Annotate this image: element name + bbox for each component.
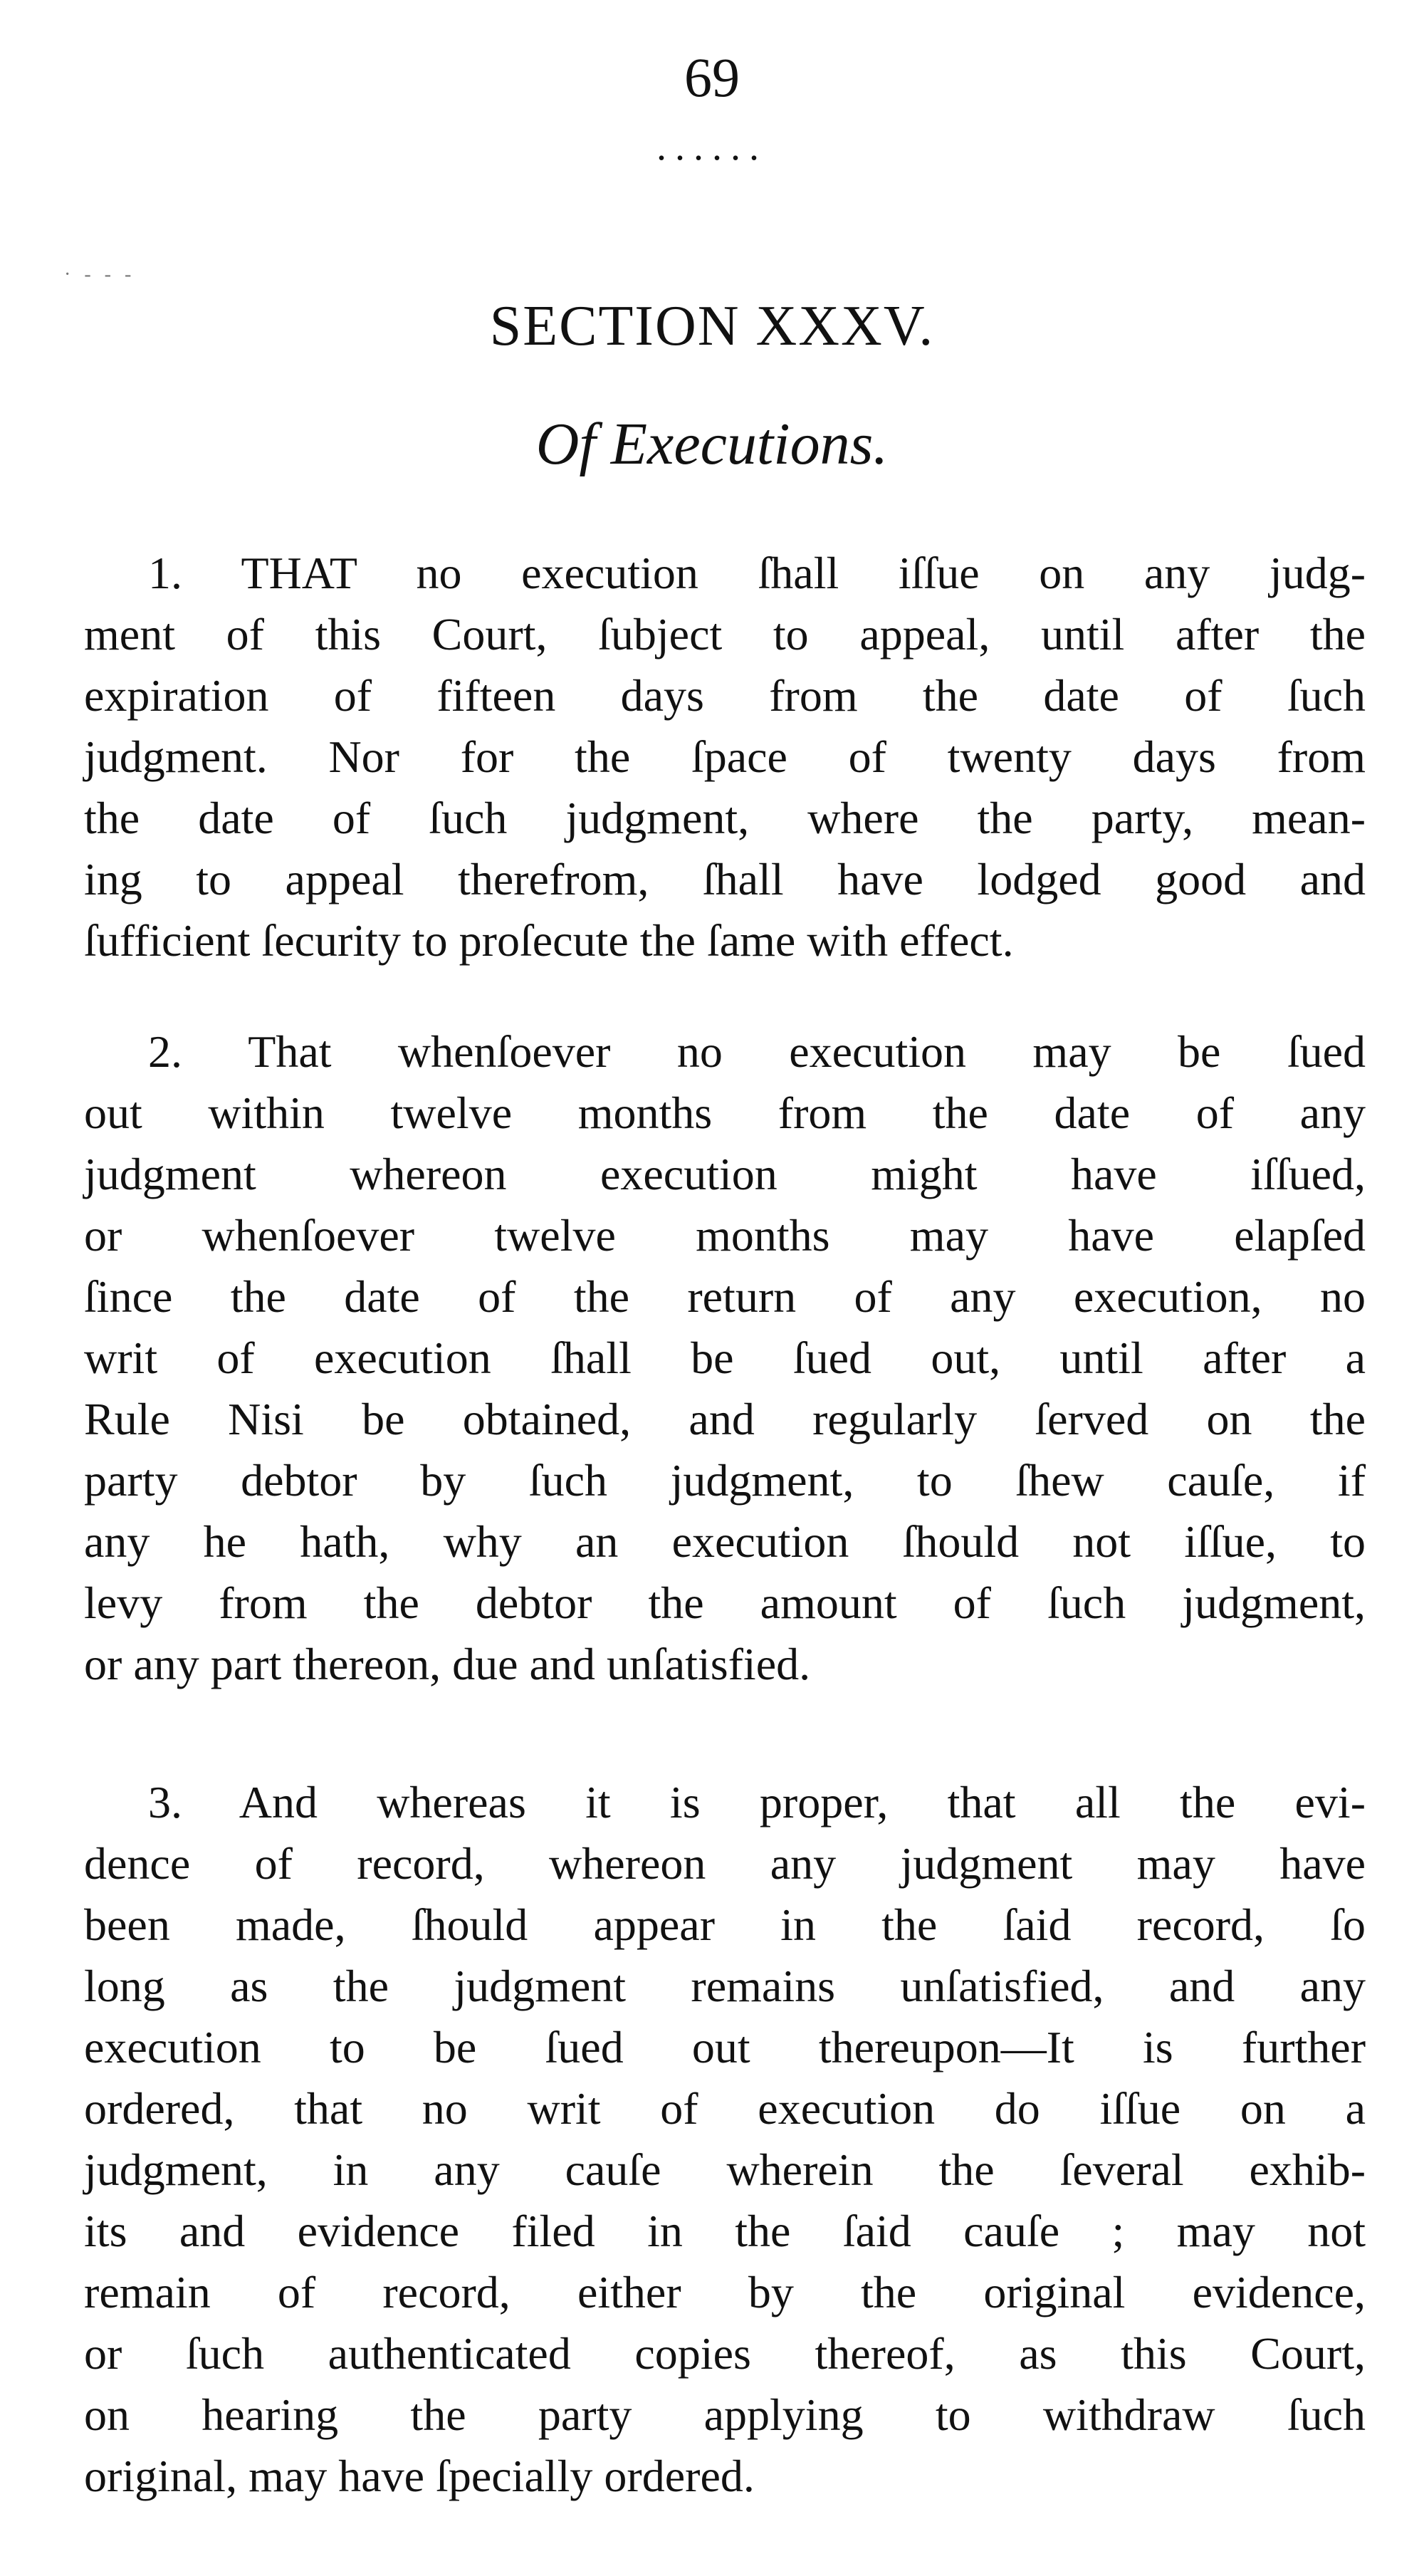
paragraph-line: ſufficient ſecurity to proſecute the ſame with effect. (84, 915, 1014, 966)
paragraph-line: out within twelve months from the date of any (84, 1088, 1366, 1138)
paragraph-line: party debtor by ſuch judgment, to ſhew cauſe, if (84, 1455, 1366, 1506)
paragraph-line: ordered, that no writ of execution do iſſue on a (84, 2083, 1366, 2134)
paragraph-line: 3. And whereas it is proper, that all the evi- (148, 1777, 1366, 1827)
paragraph-line: remain of record, either by the original evidence, (84, 2267, 1366, 2317)
paragraph-line: dence of record, whereon any judgment may have (84, 1838, 1366, 1889)
paragraph-3 (84, 1772, 1366, 2507)
paragraph-line: original, may have ſpecially ordered. (84, 2451, 755, 2501)
paragraph-line: been made, ſhould appear in the ſaid record, ſo (84, 1899, 1366, 1950)
section-subheading: Of Executions. (535, 411, 889, 477)
paragraph-line: judgment. Nor for the ſpace of twenty days from (84, 731, 1366, 782)
section-heading: SECTION XXXV. (489, 295, 935, 358)
paragraph-line: on hearing the party applying to withdraw ſuch (84, 2389, 1366, 2440)
paragraph-line: ſince the date of the return of any execution, no (84, 1271, 1366, 1322)
paragraph-line: judgment, in any cauſe wherein the ſeveral exhib- (84, 2144, 1366, 2195)
paragraph-line: 1. THAT no execution ſhall iſſue on any judg- (148, 548, 1366, 598)
paragraph-line: or any part thereon, due and unſatisfied. (84, 1639, 811, 1689)
paragraph-line: its and evidence filed in the ſaid cauſe ; may not (84, 2206, 1366, 2256)
paragraph-line: judgment whereon execution might have iſſued, (84, 1149, 1366, 1199)
paragraph-line: writ of execution ſhall be ſued out, until after a (84, 1333, 1366, 1383)
paragraph-2 (84, 1021, 1366, 1695)
paragraph-line: ing to appeal therefrom, ſhall have lodged good and (84, 854, 1366, 904)
paragraph-line: the date of ſuch judgment, where the party, mean- (84, 793, 1366, 843)
page-ornament: ...... (656, 125, 768, 169)
paragraph-line: ment of this Court, ſubject to appeal, until after the (84, 609, 1366, 659)
paragraph-line: levy from the debtor the amount of ſuch judgment, (84, 1578, 1366, 1628)
paragraph-line: or ſuch authenticated copies thereof, as this Court, (84, 2328, 1366, 2379)
page-number: 69 (684, 46, 740, 108)
page-speck-mark: · - - - (64, 264, 136, 286)
paragraph-line: 2. That whenſoever no execution may be ſued (148, 1026, 1366, 1077)
paragraph-1 (84, 543, 1366, 971)
paragraph-line: Rule Nisi be obtained, and regularly ſerved on the (84, 1394, 1366, 1444)
paragraph-line: expiration of fifteen days from the date of ſuch (84, 670, 1366, 721)
paragraph-line: or whenſoever twelve months may have elapſed (84, 1210, 1366, 1261)
paragraph-line: any he hath, why an execution ſhould not iſſue, to (84, 1516, 1366, 1567)
paragraph-line: long as the judgment remains unſatisfied, and any (84, 1961, 1366, 2011)
paragraph-line: execution to be ſued out thereupon—It is further (84, 2022, 1366, 2072)
